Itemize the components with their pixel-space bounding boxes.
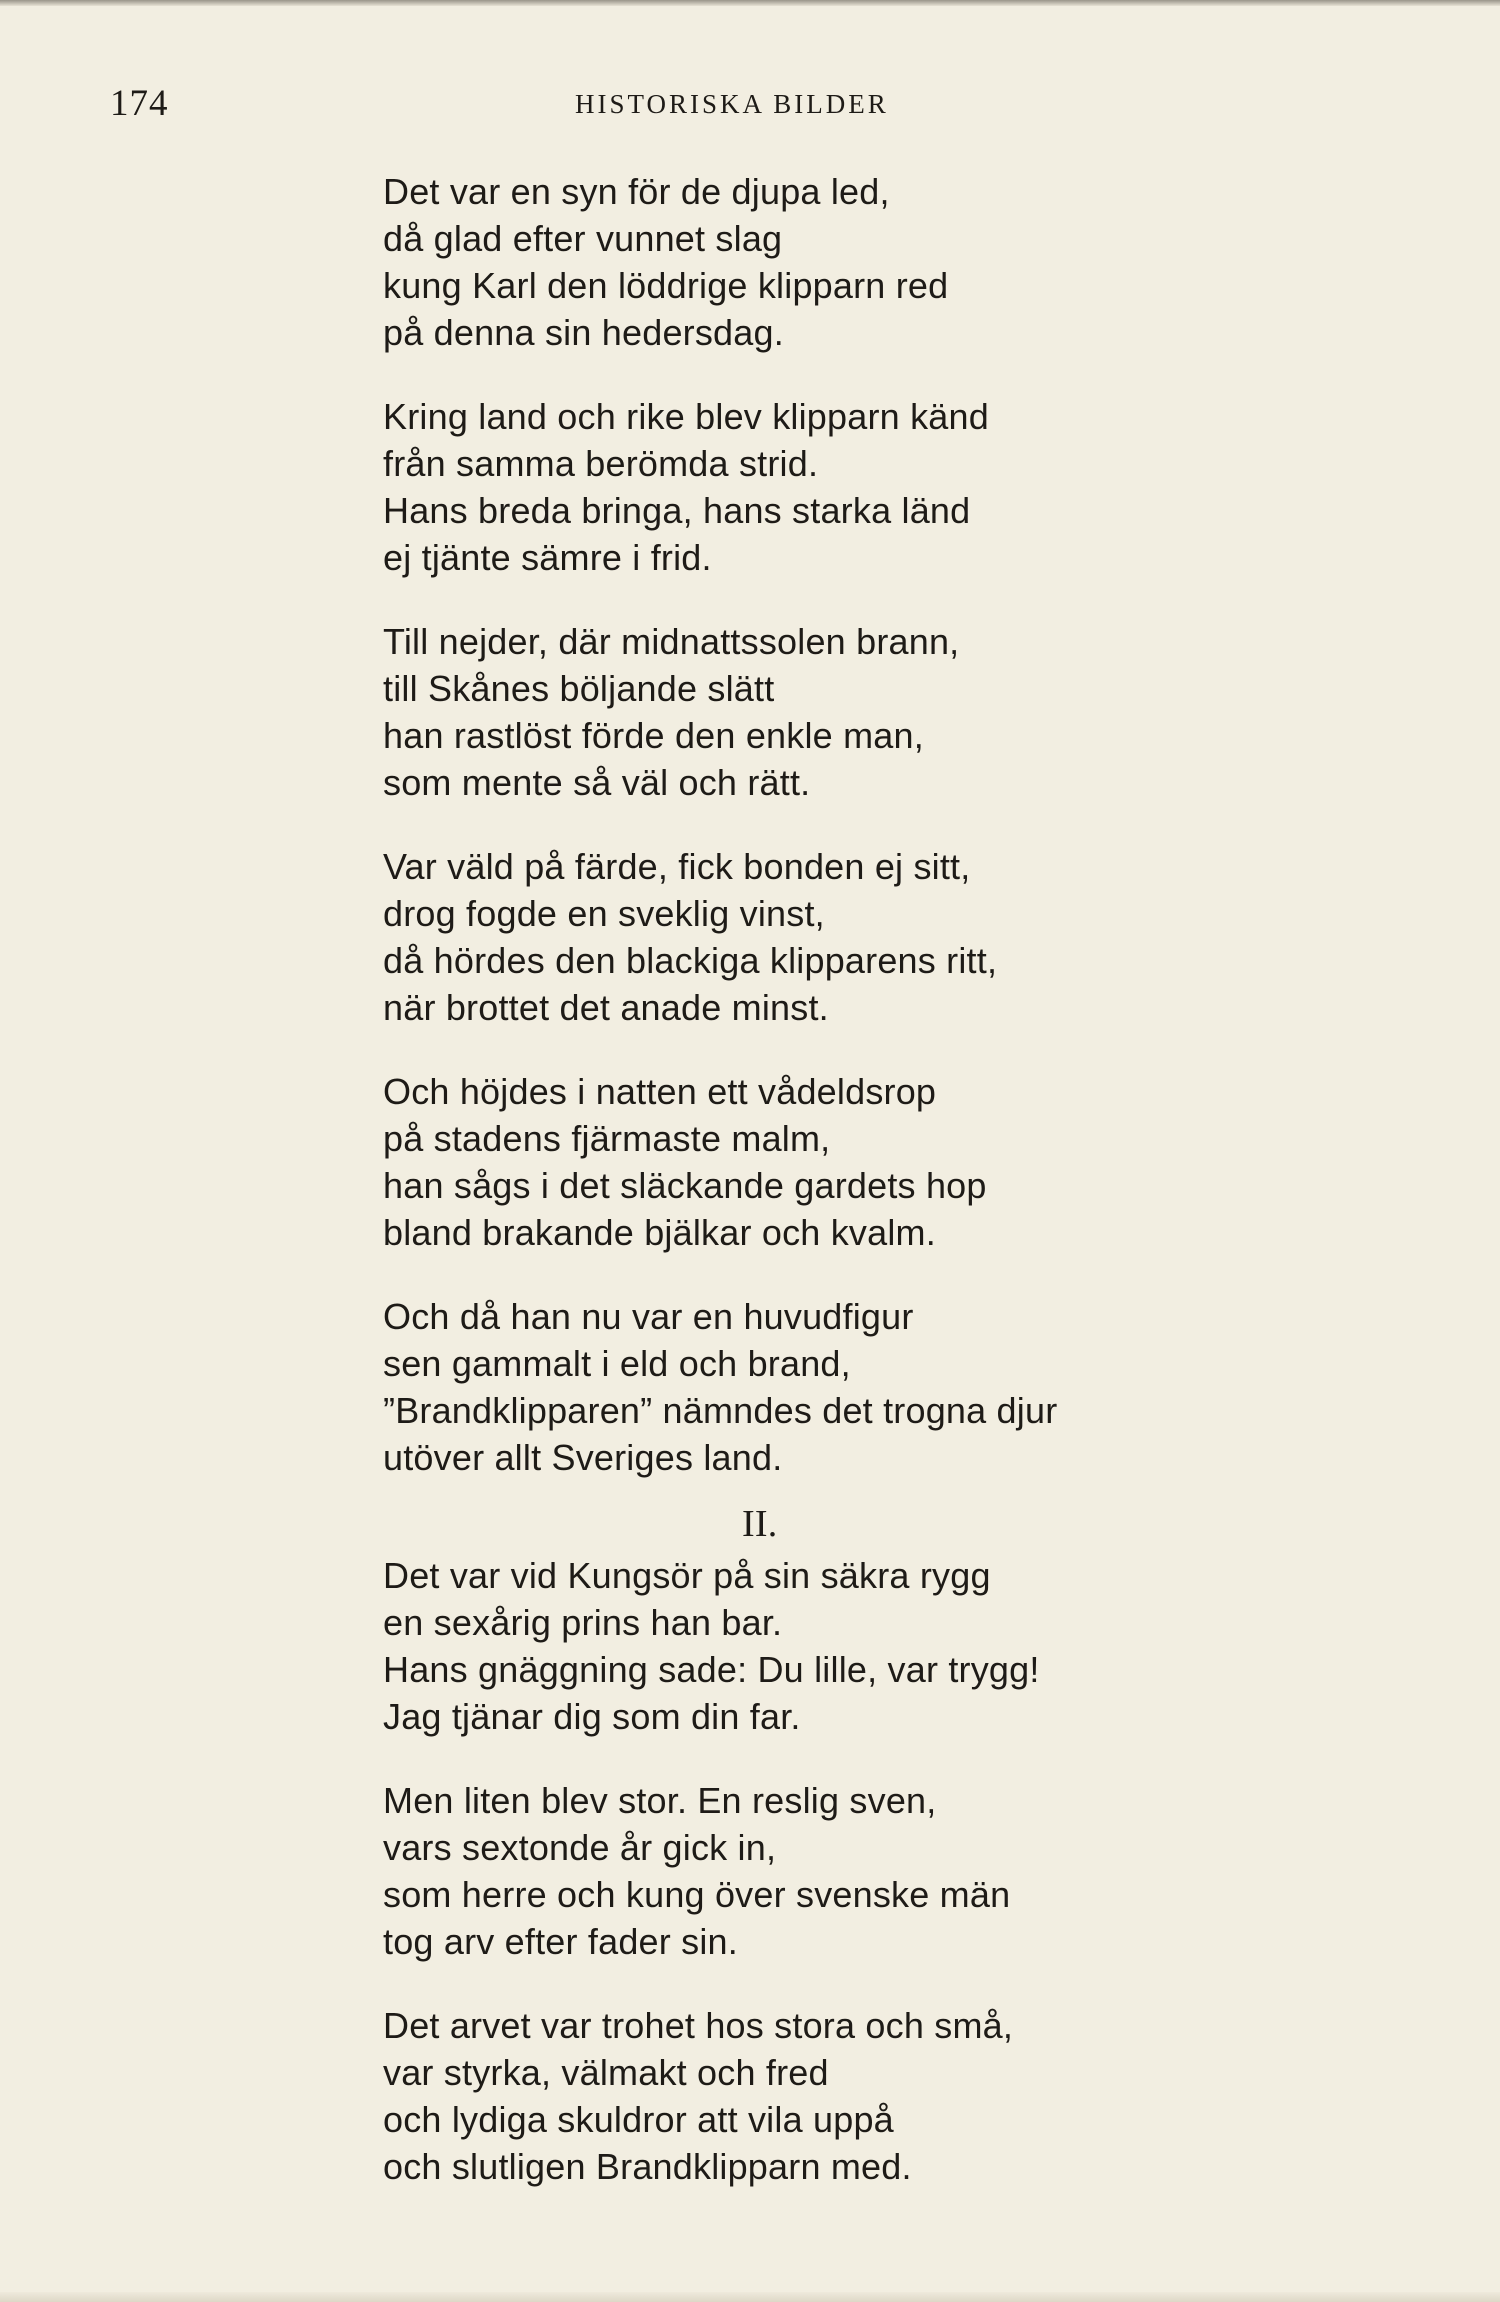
stanza [383,1068,1263,1256]
poem-line: han sågs i det släckande gardets hop [383,1165,987,1206]
poem-line: när brottet det anade minst. [383,987,829,1028]
stanza [383,168,1263,356]
poem-line: utöver allt Sveriges land. [383,1437,783,1478]
stanza [383,1777,1263,1965]
page-bottom-edge [0,2292,1500,2302]
stanza [383,618,1263,806]
poem-line: Det arvet var trohet hos stora och små, [383,2005,1014,2046]
poem-line: vars sextonde år gick in, [383,1827,777,1868]
poem-line: Till nejder, där midnattssolen brann, [383,621,960,662]
poem-line: Det var en syn för de djupa led, [383,171,890,212]
poem-line: till Skånes böljande slätt [383,668,775,709]
poem-line: Jag tjänar dig som din far. [383,1696,801,1737]
poem-line: då hördes den blackiga klipparens ritt, [383,940,998,981]
poem-line: drog fogde en sveklig vinst, [383,893,825,934]
poem-body [383,168,1263,2227]
poem-line: från samma berömda strid. [383,443,819,484]
stanza [383,393,1263,581]
poem-line: ”Brandklipparen” nämndes det trogna djur [383,1390,1058,1431]
poem-line: Och höjdes i natten ett vådeldsrop [383,1071,937,1112]
page-top-edge [0,0,1500,6]
poem-line: Var väld på färde, fick bonden ej sitt, [383,846,971,887]
stanza [383,2002,1263,2190]
poem-line: kung Karl den löddrige klipparn red [383,265,949,306]
poem-line: och lydiga skuldror att vila uppå [383,2099,894,2140]
poem-line: Och då han nu var en huvudfigur [383,1296,914,1337]
poem-line: bland brakande bjälkar och kvalm. [383,1212,936,1253]
poem-line: på denna sin hedersdag. [383,312,784,353]
section-number: II. [742,1503,778,1545]
poem-line: då glad efter vunnet slag [383,218,783,259]
poem-line: ej tjänte sämre i frid. [383,537,712,578]
poem-line: Det var vid Kungsör på sin säkra rygg [383,1555,991,1596]
poem-line: och slutligen Brandklipparn med. [383,2146,912,2187]
poem-line: på stadens fjärmaste malm, [383,1118,831,1159]
stanza [383,1552,1263,1740]
poem-line: Men liten blev stor. En reslig sven, [383,1780,937,1821]
page-number: 174 [110,83,169,124]
poem-line: en sexårig prins han bar. [383,1602,783,1643]
stanza [383,843,1263,1031]
poem-line: han rastlöst förde den enkle man, [383,715,924,756]
poem-line: var styrka, välmakt och fred [383,2052,829,2093]
poem-line: Hans gnäggning sade: Du lille, var trygg! [383,1649,1040,1690]
poem-line: Kring land och rike blev klipparn känd [383,396,989,437]
running-head: HISTORISKA BILDER [575,89,889,119]
stanza [383,1293,1263,1481]
poem-line: som herre och kung över svenske män [383,1874,1011,1915]
poem-line: Hans breda bringa, hans starka länd [383,490,971,531]
poem-line: sen gammalt i eld och brand, [383,1343,851,1384]
poem-line: som mente så väl och rätt. [383,762,811,803]
poem-line: tog arv efter fader sin. [383,1921,738,1962]
